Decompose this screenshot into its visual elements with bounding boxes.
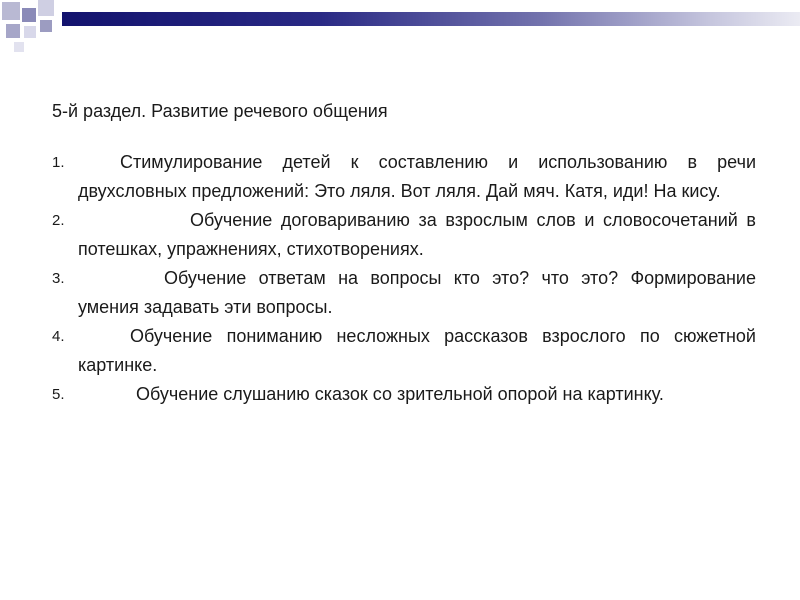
section-heading: 5-й раздел. Развитие речевого общения: [52, 101, 388, 121]
list-item-text: Обучение пониманию несложных рассказов взрослого по сюжетной картинке.: [78, 326, 756, 375]
list-item: [52, 380, 756, 409]
list-item: [52, 148, 756, 206]
list-item: [52, 322, 756, 380]
list-item-text: Стимулирование детей к составлению и использованию в речи двухсловных предложений: Это ляля. Вот ляля. Дай мяч. Катя, иди! На кису.: [78, 152, 756, 201]
header-bar: [62, 12, 800, 26]
list-item: [52, 206, 756, 264]
list-item-text: Обучение ответам на вопросы кто это? что это? Формирование умения задавать эти вопросы.: [78, 268, 756, 317]
list-item-number: 2.: [52, 212, 65, 229]
list-item-number: 1.: [52, 154, 65, 171]
list-item-number: 3.: [52, 270, 65, 287]
list-item-text: Обучение договариванию за взрослым слов и словосочетаний в потешках, упражнениях, стихотворениях.: [78, 210, 756, 259]
list-item-text: Обучение слушанию сказок со зрительной опорой на картинку.: [136, 384, 664, 404]
decorative-squares: [0, 0, 64, 60]
list-item-number: 4.: [52, 328, 65, 345]
list-item: [52, 264, 756, 322]
slide-content: [52, 100, 756, 409]
list-item-number: 5.: [52, 386, 65, 403]
